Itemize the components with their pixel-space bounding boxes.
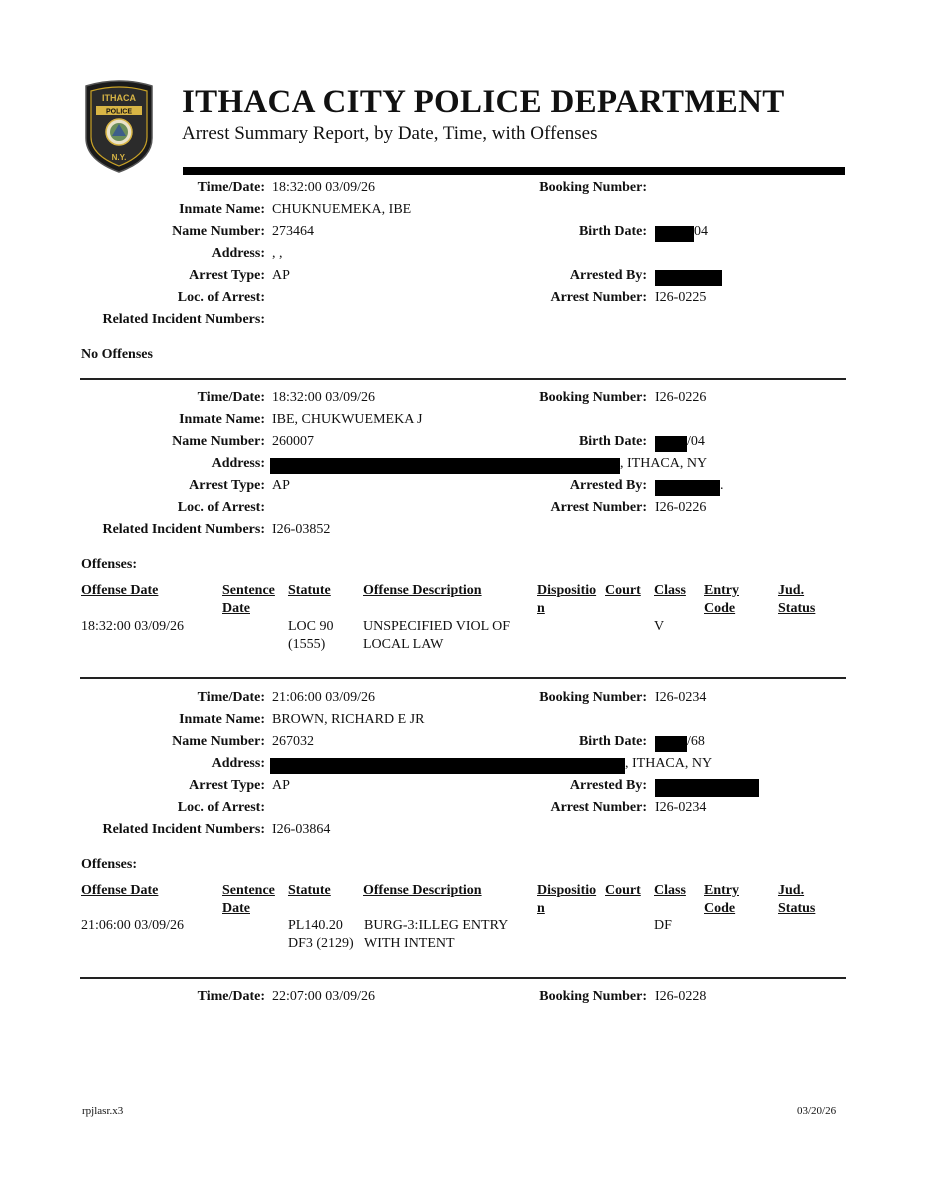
time-date-value: 18:32:00 03/09/26 <box>272 180 376 195</box>
inmate-name-label: Inmate Name: <box>179 202 265 217</box>
class-cell: V <box>654 619 665 634</box>
class-cell: DF <box>654 918 672 933</box>
statute-cell: LOC 90 (1555) <box>288 619 334 652</box>
loc-of-arrest-label: Loc. of Arrest: <box>177 290 265 305</box>
booking-number-value: I26-0228 <box>655 989 707 1004</box>
time-date-label: Time/Date: <box>197 690 265 705</box>
arrest-type-value: AP <box>272 268 290 283</box>
arrested-by-label: Arrested By: <box>569 778 647 793</box>
redaction-box <box>655 736 687 752</box>
statute-header: Statute <box>288 583 331 598</box>
name-number-label: Name Number: <box>172 734 265 749</box>
class-header: Class <box>654 883 686 898</box>
name-number-value: 267032 <box>272 734 314 749</box>
record-divider <box>80 977 846 979</box>
arrest-number-value: I26-0226 <box>655 500 707 515</box>
entry-code-header: Entry Code <box>704 883 739 916</box>
booking-number-label: Booking Number: <box>539 390 647 405</box>
disposition-header: Dispositio n <box>537 583 597 616</box>
time-date-value: 18:32:00 03/09/26 <box>272 390 376 405</box>
booking-number-label: Booking Number: <box>539 180 647 195</box>
address-label: Address: <box>211 246 265 261</box>
birth-date-value: /68 <box>687 734 705 749</box>
header-divider-bar <box>183 167 845 175</box>
footer-report-id: rpjlasr.x3 <box>82 1105 124 1117</box>
time-date-label: Time/Date: <box>197 390 265 405</box>
inmate-name-label: Inmate Name: <box>179 412 265 427</box>
jud-status-header: Jud. Status <box>778 583 816 616</box>
offense-description-cell: UNSPECIFIED VIOL OF LOCAL LAW <box>363 619 511 652</box>
birth-date-label: Birth Date: <box>578 434 647 449</box>
record-divider <box>80 677 846 679</box>
booking-number-value: I26-0234 <box>655 690 707 705</box>
name-number-label: Name Number: <box>172 434 265 449</box>
inmate-name-value: IBE, CHUKWUEMEKA J <box>272 412 423 427</box>
redaction-box <box>655 779 759 797</box>
record-divider <box>80 378 846 380</box>
related-incident-numbers-label: Related Incident Numbers: <box>102 312 265 327</box>
redaction-box <box>655 226 694 242</box>
entry-code-header: Entry Code <box>704 583 739 616</box>
sentence-date-header: Sentence Date <box>222 883 275 916</box>
name-number-value: 273464 <box>272 224 314 239</box>
address-label: Address: <box>211 756 265 771</box>
offense-date-header: Offense Date <box>81 883 159 898</box>
offense-description-cell: BURG-3:ILLEG ENTRY WITH INTENT <box>364 918 509 951</box>
related-incident-numbers-value: I26-03864 <box>272 822 331 837</box>
redaction-box <box>270 758 625 774</box>
arrested-by-label: Arrested By: <box>569 268 647 283</box>
arrest-type-label: Arrest Type: <box>189 268 265 283</box>
sentence-date-header: Sentence Date <box>222 583 275 616</box>
time-date-value: 22:07:00 03/09/26 <box>272 989 376 1004</box>
birth-date-value: 04 <box>694 224 708 239</box>
report-subtitle: Arrest Summary Report, by Date, Time, with Offenses <box>182 123 598 144</box>
svg-text:ITHACA: ITHACA <box>102 93 136 103</box>
birth-date-label: Birth Date: <box>578 224 647 239</box>
arrest-number-value: I26-0225 <box>655 290 707 305</box>
arrest-type-value: AP <box>272 478 290 493</box>
redaction-box <box>655 480 720 496</box>
inmate-name-value: CHUKNUEMEKA, IBE <box>272 202 412 217</box>
birth-date-value: /04 <box>687 434 705 449</box>
time-date-value: 21:06:00 03/09/26 <box>272 690 376 705</box>
arrest-type-label: Arrest Type: <box>189 478 265 493</box>
offense-description-header: Offense Description <box>363 583 482 598</box>
time-date-label: Time/Date: <box>197 180 265 195</box>
police-patch-logo <box>82 80 156 174</box>
booking-number-label: Booking Number: <box>539 989 647 1004</box>
arrest-number-label: Arrest Number: <box>550 800 647 815</box>
inmate-name-value: BROWN, RICHARD E JR <box>272 712 425 727</box>
arrest-type-label: Arrest Type: <box>189 778 265 793</box>
arrest-number-label: Arrest Number: <box>550 500 647 515</box>
footer-print-date: 03/20/26 <box>797 1105 837 1117</box>
related-incident-numbers-label: Related Incident Numbers: <box>102 522 265 537</box>
address-value: , ITHACA, NY <box>625 756 713 771</box>
inmate-name-label: Inmate Name: <box>179 712 265 727</box>
arrest-number-label: Arrest Number: <box>550 290 647 305</box>
court-header: Court <box>605 883 641 898</box>
offense-date-cell: 18:32:00 03/09/26 <box>81 619 185 634</box>
redaction-box <box>655 436 687 452</box>
offense-description-header: Offense Description <box>363 883 482 898</box>
svg-text:N.Y.: N.Y. <box>111 153 127 162</box>
class-header: Class <box>654 583 686 598</box>
jud-status-header: Jud. Status <box>778 883 816 916</box>
offense-date-header: Offense Date <box>81 583 159 598</box>
name-number-label: Name Number: <box>172 224 265 239</box>
statute-cell: PL140.20 DF3 (2129) <box>288 918 354 951</box>
birth-date-label: Birth Date: <box>578 734 647 749</box>
page-title: ITHACA CITY POLICE DEPARTMENT <box>182 84 785 120</box>
arrest-number-value: I26-0234 <box>655 800 707 815</box>
offenses-heading: No Offenses <box>81 347 153 362</box>
arrest-type-value: AP <box>272 778 290 793</box>
name-number-value: 260007 <box>272 434 314 449</box>
statute-header: Statute <box>288 883 331 898</box>
loc-of-arrest-label: Loc. of Arrest: <box>177 500 265 515</box>
address-value: , , <box>272 246 283 261</box>
arrested-by-label: Arrested By: <box>569 478 647 493</box>
redaction-box <box>655 270 722 286</box>
address-value: , ITHACA, NY <box>620 456 708 471</box>
offenses-heading: Offenses: <box>81 557 137 572</box>
arrested-by-value: . <box>720 478 724 493</box>
redaction-box <box>270 458 620 474</box>
court-header: Court <box>605 583 641 598</box>
time-date-label: Time/Date: <box>197 989 265 1004</box>
address-label: Address: <box>211 456 265 471</box>
offenses-heading: Offenses: <box>81 857 137 872</box>
disposition-header: Dispositio n <box>537 883 597 916</box>
svg-text:POLICE: POLICE <box>105 108 133 116</box>
booking-number-label: Booking Number: <box>539 690 647 705</box>
related-incident-numbers-label: Related Incident Numbers: <box>102 822 265 837</box>
offense-date-cell: 21:06:00 03/09/26 <box>81 918 185 933</box>
related-incident-numbers-value: I26-03852 <box>272 522 331 537</box>
loc-of-arrest-label: Loc. of Arrest: <box>177 800 265 815</box>
booking-number-value: I26-0226 <box>655 390 707 405</box>
